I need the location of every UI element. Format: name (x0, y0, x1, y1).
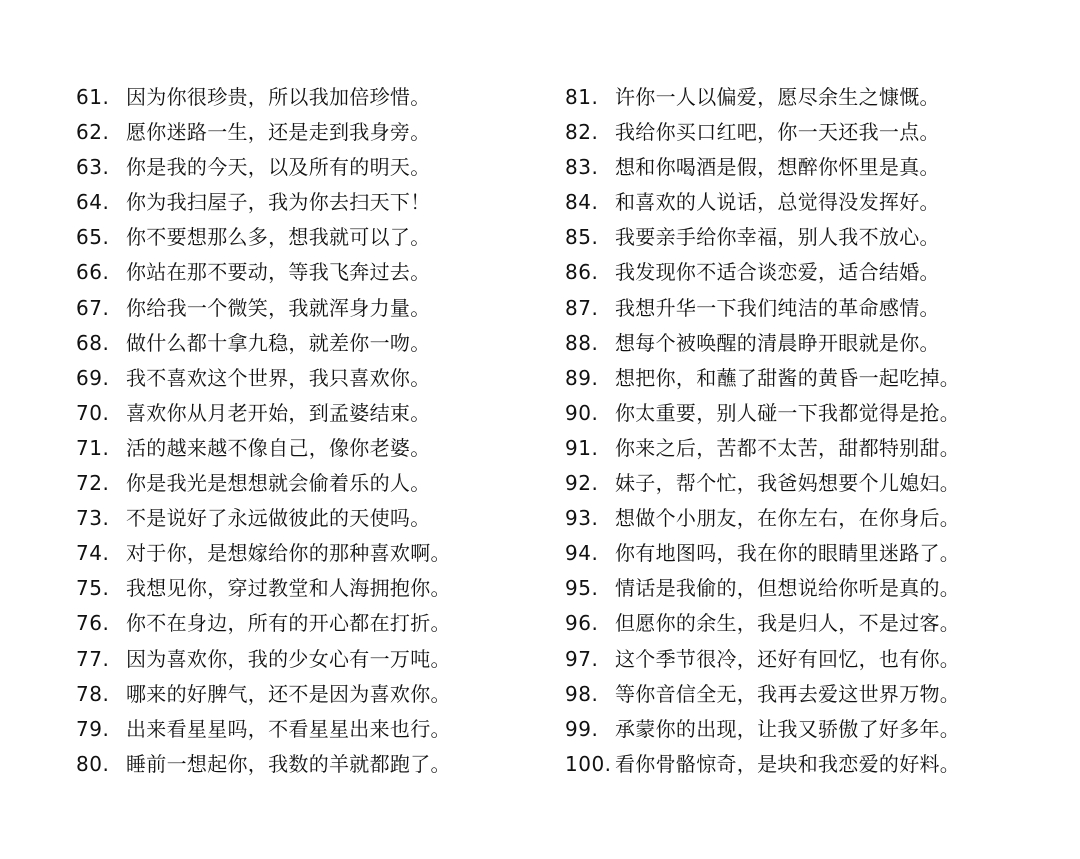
list-item (565, 80, 1065, 115)
item-number: 63. (76, 155, 110, 180)
list-item (76, 150, 546, 185)
item-number: 97. (565, 646, 599, 671)
item-text: 你是我的今天，以及所有的明天。 (126, 155, 431, 180)
list-item (565, 255, 1065, 290)
item-text: 想做个小朋友，在你左右，在你身后。 (615, 506, 961, 531)
item-text: 许你一人以偏爱，愿尽余生之慷慨。 (615, 85, 940, 109)
item-text: 和喜欢的人说话，总觉得没发挥好。 (615, 190, 940, 215)
item-text: 看你骨骼惊奇，是块和我恋爱的好料。 (615, 751, 961, 776)
item-text: 你不要想那么多，想我就可以了。 (126, 225, 431, 250)
item-number: 64. (76, 190, 110, 215)
item-number: 72. (76, 471, 110, 496)
list-item (565, 606, 1065, 641)
item-number: 79. (76, 716, 110, 741)
item-text: 你有地图吗，我在你的眼睛里迷路了。 (615, 541, 961, 566)
item-number: 100. (565, 751, 612, 776)
item-text: 你为我扫屋子，我为你去扫天下！ (126, 190, 431, 215)
list-item (76, 255, 546, 290)
item-number: 78. (76, 681, 110, 706)
item-text: 因为喜欢你，我的少女心有一万吨。 (126, 646, 451, 671)
item-text: 出来看星星吗，不看星星出来也行。 (126, 716, 451, 741)
list-item (565, 431, 1065, 466)
item-text: 想把你，和蘸了甜酱的黄昏一起吃掉。 (615, 365, 961, 390)
item-number: 67. (76, 295, 110, 320)
item-text: 你来之后，苦都不太苦，甜都特别甜。 (615, 435, 961, 460)
item-number: 95. (565, 576, 599, 601)
item-number: 61. (76, 85, 110, 109)
item-number: 74. (76, 541, 110, 566)
list-item (76, 642, 546, 677)
list-item (76, 361, 546, 396)
item-number: 93. (565, 506, 599, 531)
item-text: 睡前一想起你，我数的羊就都跑了。 (126, 751, 451, 776)
list-item (76, 747, 546, 782)
list-item (76, 606, 546, 641)
item-text: 我想升华一下我们纯洁的革命感情。 (615, 295, 940, 320)
item-text: 因为你很珍贵，所以我加倍珍惜。 (126, 85, 431, 109)
list-item (565, 220, 1065, 255)
list-item (565, 150, 1065, 185)
item-number: 83. (565, 155, 599, 180)
list-item (76, 501, 546, 536)
list-item (565, 642, 1065, 677)
list-item (76, 291, 546, 326)
item-number: 62. (76, 120, 110, 145)
item-text: 妹子，帮个忙，我爸妈想要个儿媳妇。 (615, 471, 961, 496)
item-text: 我给你买口红吧，你一天还我一点。 (615, 120, 940, 145)
item-number: 69. (76, 365, 110, 390)
list-item (76, 80, 546, 115)
list-item (565, 466, 1065, 501)
list-item (565, 396, 1065, 431)
item-text: 承蒙你的出现，让我又骄傲了好多年。 (615, 716, 961, 741)
item-number: 77. (76, 646, 110, 671)
item-number: 65. (76, 225, 110, 250)
item-number: 94. (565, 541, 599, 566)
item-text: 活的越来越不像自己，像你老婆。 (126, 435, 431, 460)
item-number: 88. (565, 330, 599, 355)
item-number: 90. (565, 400, 599, 425)
list-item (76, 712, 546, 747)
item-number: 75. (76, 576, 110, 601)
list-item (76, 677, 546, 712)
item-number: 66. (76, 260, 110, 285)
item-text: 喜欢你从月老开始，到孟婆结束。 (126, 400, 431, 425)
list-item (76, 326, 546, 361)
item-text: 这个季节很冷，还好有回忆，也有你。 (615, 646, 961, 671)
item-number: 73. (76, 506, 110, 531)
item-number: 81. (565, 85, 599, 109)
list-item (76, 571, 546, 606)
item-text: 不是说好了永远做彼此的天使吗。 (126, 506, 431, 531)
right-column-list (565, 80, 1065, 782)
item-number: 86. (565, 260, 599, 285)
list-item (565, 677, 1065, 712)
list-item (565, 501, 1065, 536)
list-item (565, 536, 1065, 571)
item-text: 你给我一个微笑，我就浑身力量。 (126, 295, 431, 320)
item-number: 92. (565, 471, 599, 496)
item-text: 做什么都十拿九稳，就差你一吻。 (126, 330, 431, 355)
list-item (565, 326, 1065, 361)
item-number: 84. (565, 190, 599, 215)
item-number: 91. (565, 435, 599, 460)
list-item (565, 571, 1065, 606)
item-text: 我不喜欢这个世界，我只喜欢你。 (126, 365, 431, 390)
list-item (76, 396, 546, 431)
list-item (565, 291, 1065, 326)
item-number: 98. (565, 681, 599, 706)
list-item (565, 115, 1065, 150)
list-item (565, 361, 1065, 396)
item-number: 68. (76, 330, 110, 355)
item-number: 85. (565, 225, 599, 250)
item-text: 对于你，是想嫁给你的那种喜欢啊。 (126, 541, 451, 566)
item-text: 等你音信全无，我再去爱这世界万物。 (615, 681, 961, 706)
item-text: 想每个被唤醒的清晨睁开眼就是你。 (615, 330, 940, 355)
item-text: 想和你喝酒是假，想醉你怀里是真。 (615, 155, 940, 180)
item-text: 你是我光是想想就会偷着乐的人。 (126, 471, 431, 496)
item-text: 我想见你，穿过教堂和人海拥抱你。 (126, 576, 451, 601)
item-text: 哪来的好脾气，还不是因为喜欢你。 (126, 681, 451, 706)
item-text: 我发现你不适合谈恋爱，适合结婚。 (615, 260, 940, 285)
item-number: 99. (565, 716, 599, 741)
list-item (565, 185, 1065, 220)
item-text: 你站在那不要动，等我飞奔过去。 (126, 260, 431, 285)
item-text: 但愿你的余生，我是归人，不是过客。 (615, 611, 961, 636)
item-text: 你太重要，别人碰一下我都觉得是抢。 (615, 400, 961, 425)
list-item (76, 185, 546, 220)
list-item (76, 466, 546, 501)
left-column-list (76, 80, 546, 782)
list-item (565, 747, 1065, 782)
item-text: 情话是我偷的，但想说给你听是真的。 (615, 576, 961, 601)
item-text: 我要亲手给你幸福，别人我不放心。 (615, 225, 940, 250)
list-item (76, 431, 546, 466)
item-number: 71. (76, 435, 110, 460)
item-text: 愿你迷路一生，还是走到我身旁。 (126, 120, 431, 145)
item-number: 80. (76, 751, 110, 776)
item-number: 96. (565, 611, 599, 636)
list-item (76, 536, 546, 571)
item-number: 70. (76, 400, 110, 425)
list-item (76, 220, 546, 255)
item-number: 82. (565, 120, 599, 145)
item-number: 87. (565, 295, 599, 320)
item-text: 你不在身边，所有的开心都在打折。 (126, 611, 451, 636)
item-number: 76. (76, 611, 110, 636)
list-item (565, 712, 1065, 747)
item-number: 89. (565, 365, 599, 390)
list-item (76, 115, 546, 150)
